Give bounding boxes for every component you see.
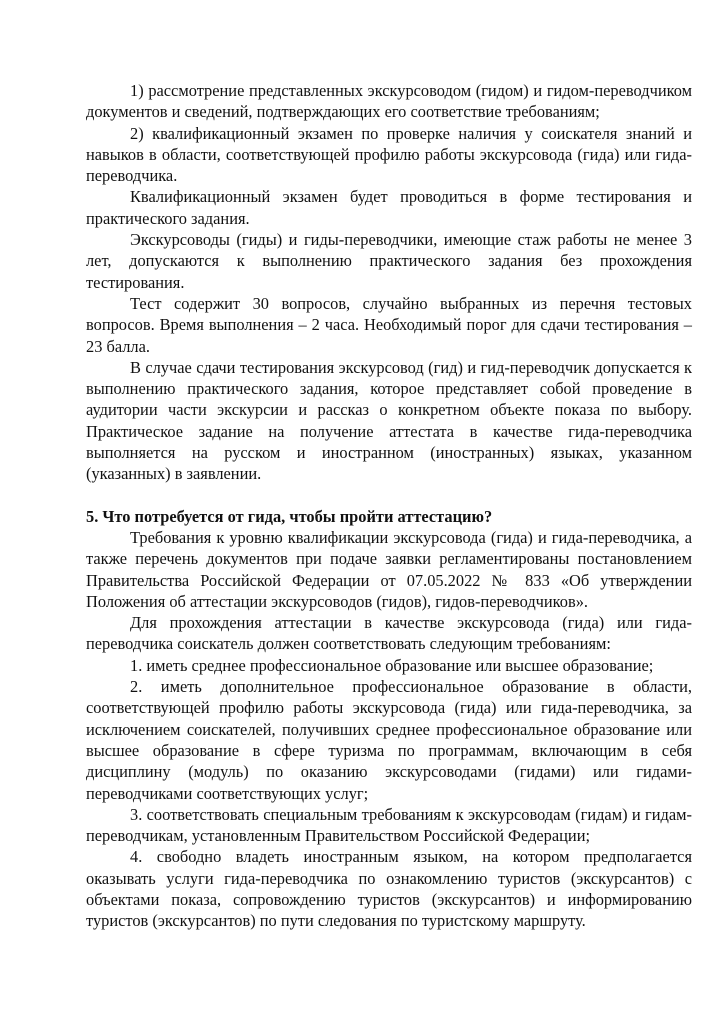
- paragraph-exam-format: Квалификационный экзамен будет проводиться в форме тестирования и практического задания.: [86, 187, 692, 228]
- paragraph-practical-task: В случае сдачи тестирования экскурсовод (гид) и гид-переводчик допускается к выполнению практического задания, которое представляет собой проведение в аудитории части экскурсии и рассказ о конкретном объекте показа по выбору. Практическое задание на получение аттестата в качестве гида-переводчика выполняется на русском и иностранном (иностранных) языках, указанном (указанных) в заявлении.: [86, 357, 692, 484]
- paragraph-requirements-intro: Для прохождения аттестации в качестве экскурсовода (гида) или гида-переводчика соискатель должен соответствовать следующим требованиям:: [86, 613, 692, 654]
- list-item-foreign-language: 4. свободно владеть иностранным языком, на котором предполагается оказывать услуги гида-переводчика по ознакомлению туристов (экскурсантов) с объектами показа, сопровождению туристов (экскурсантов) и информированию туристов (экскурсантов) по пути следования по туристскому маршруту.: [86, 847, 692, 931]
- paragraph-requirements-regulation: Требования к уровню квалификации экскурсовода (гида) и гида-переводчика, а также перечень документов при подаче заявки регламентированы постановлением Правительства Российской Федерации от 07.05.2022 № 833 «Об утверждении Положения об аттестации экскурсоводов (гидов), гидов-переводчиков».: [86, 527, 692, 611]
- paragraph-experience-exemption: Экскурсоводы (гиды) и гиды-переводчики, имеющие стаж работы не менее 3 лет, допускаются к выполнению практического задания без прохождения тестирования.: [86, 230, 692, 292]
- paragraph-qualification-exam: 2) квалификационный экзамен по проверке наличия у соискателя знаний и навыков в области, соответствующей профилю работы экскурсовода (гида) или гида-переводчика.: [86, 123, 692, 186]
- section-spacer: [86, 485, 692, 506]
- paragraph-review-documents: 1) рассмотрение представленных экскурсоводом (гидом) и гидом-переводчиком документов и сведений, подтверждающих его соответствие требованиям;: [86, 81, 692, 122]
- document-page: [86, 80, 692, 932]
- list-item-education: 1. иметь среднее профессиональное образование или высшее образование;: [130, 655, 654, 675]
- section-heading: 5. Что потребуется от гида, чтобы пройти аттестацию?: [86, 506, 493, 526]
- paragraph-test-details: Тест содержит 30 вопросов, случайно выбранных из перечня тестовых вопросов. Время выполнения – 2 часа. Необходимый порог для сдачи тестирования – 23 балла.: [86, 293, 692, 356]
- list-item-additional-education: 2. иметь дополнительное профессиональное образование в области, соответствующей профилю работы экскурсовода (гида) или гида-переводчика, за исключением соискателей, получивших среднее профессиональное образование или высшее образование в сфере туризма по программам, включающим в себя дисциплину (модуль) по оказанию экскурсоводами (гидами) или гидами-переводчиками соответствующих услуг;: [86, 677, 692, 803]
- list-item-special-requirements: 3. соответствовать специальным требованиям к экскурсоводам (гидам) и гидам-переводчикам, установленным Правительством Российской Федерации;: [86, 804, 692, 846]
